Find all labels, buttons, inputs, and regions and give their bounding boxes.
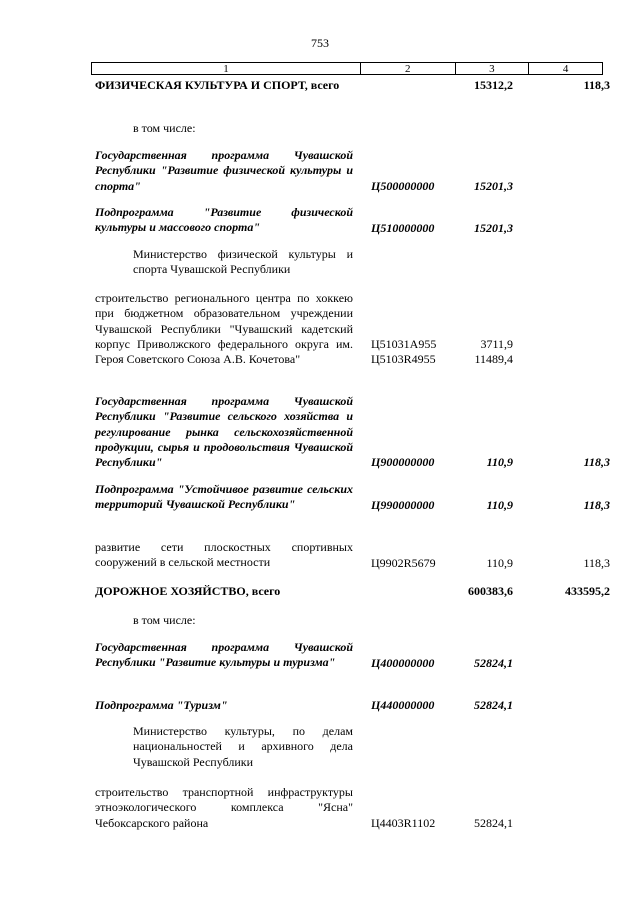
table-row-ministry — [95, 247, 613, 278]
table-header — [91, 62, 603, 75]
table-row-program — [95, 640, 613, 671]
row-value-col3: 52824,1 — [474, 815, 513, 830]
row-code: Ц900000000 — [371, 455, 435, 470]
page-number: 753 — [311, 36, 329, 50]
row-value-col3: 52824,1 — [474, 655, 513, 670]
row-value-col3-a: 3711,9 — [480, 337, 513, 352]
header-col-1: 1 — [92, 63, 361, 74]
row-value-col3: 15201,3 — [474, 220, 513, 235]
row-description: Министерство культуры, по делам национальностей и архивного дела Чувашской Республики — [133, 724, 353, 769]
header-col-4: 4 — [562, 63, 569, 75]
row-description: развитие сети плоскостных спортивных сооружений в сельской местности — [95, 540, 353, 570]
table-row-program — [95, 394, 613, 470]
row-value-col3: 15312,2 — [474, 78, 513, 93]
row-code-2: Ц5103R4955 — [371, 352, 436, 367]
row-code: Ц500000000 — [371, 178, 435, 193]
row-value-col3: 52824,1 — [474, 698, 513, 713]
row-value-col4: 118,3 — [583, 497, 610, 512]
table-row-section-roads — [95, 584, 613, 599]
table-row-including — [95, 613, 613, 628]
row-description: строительство регионального центра по хоккею при бюджетном образовательном учреждении Чувашской Республики "Чувашский кадетский корпус Приволжского федерального округа им. Героя Советского Союза А.В. Кочетова" — [95, 291, 353, 367]
table-row-subprogram — [95, 205, 613, 236]
row-code: Ц990000000 — [371, 497, 435, 512]
row-description: в том числе: — [133, 121, 196, 135]
table-row-program — [95, 148, 613, 194]
row-description: Подпрограмма "Туризм" — [95, 698, 228, 712]
row-value-col3-b: 11489,4 — [474, 352, 513, 367]
row-description: строительство транспортной инфраструктуры этноэкологического комплекса "Ясна" Чебоксарского района — [95, 785, 353, 830]
row-code: Ц4403R1102 — [371, 815, 436, 830]
table-row-subprogram — [95, 482, 613, 513]
table-row-construction — [95, 291, 613, 367]
row-value-col3: 110,9 — [486, 497, 513, 512]
row-code: Ц440000000 — [371, 698, 435, 713]
row-description: ДОРОЖНОЕ ХОЗЯЙСТВО, всего — [95, 584, 281, 598]
row-value-col4: 118,3 — [583, 455, 610, 470]
row-description: Государственная программа Чувашской Республики "Развитие физической культуры и спорта" — [95, 148, 353, 193]
table-row-activity — [95, 540, 613, 571]
header-col-2: 2 — [361, 63, 456, 74]
row-code: Ц400000000 — [371, 655, 435, 670]
row-value-col3: 110,9 — [486, 455, 513, 470]
row-description: Государственная программа Чувашской Республики "Развитие культуры и туризма" — [95, 640, 353, 670]
row-value-col3: 600383,6 — [468, 584, 513, 599]
table-row-ministry — [95, 724, 613, 770]
row-code: Ц9902R5679 — [371, 555, 436, 570]
row-value-col3: 110,9 — [486, 555, 513, 570]
row-description: Подпрограмма "Устойчивое развитие сельских территорий Чувашской Республики" — [95, 482, 353, 512]
table-row-including — [95, 121, 613, 136]
row-description: Подпрограмма "Развитие физической культуры и массового спорта" — [95, 205, 353, 235]
row-code-1: Ц51031А955 — [371, 337, 437, 352]
row-value-col4: 118,3 — [583, 78, 610, 93]
row-value-col3: 15201,3 — [474, 178, 513, 193]
row-code: Ц510000000 — [371, 220, 435, 235]
row-description: Государственная программа Чувашской Республики "Развитие сельского хозяйства и регулирование рынка сельскохозяйственной продукции, сырья и продовольствия Чувашской Республики" — [95, 394, 353, 470]
row-value-col4: 433595,2 — [565, 584, 610, 599]
row-value-col3-pair — [474, 337, 513, 367]
row-value-col4: 118,3 — [583, 555, 610, 570]
table-row-section-sport — [95, 78, 613, 93]
row-description: ФИЗИЧЕСКАЯ КУЛЬТУРА И СПОРТ, всего — [95, 78, 340, 92]
row-description: в том числе: — [133, 613, 196, 627]
header-col-3: 3 — [456, 63, 530, 74]
table-row-construction — [95, 785, 613, 831]
row-code-pair — [371, 337, 436, 367]
table-row-subprogram — [95, 698, 613, 713]
row-description: Министерство физической культуры и спорта Чувашской Республики — [133, 247, 353, 277]
